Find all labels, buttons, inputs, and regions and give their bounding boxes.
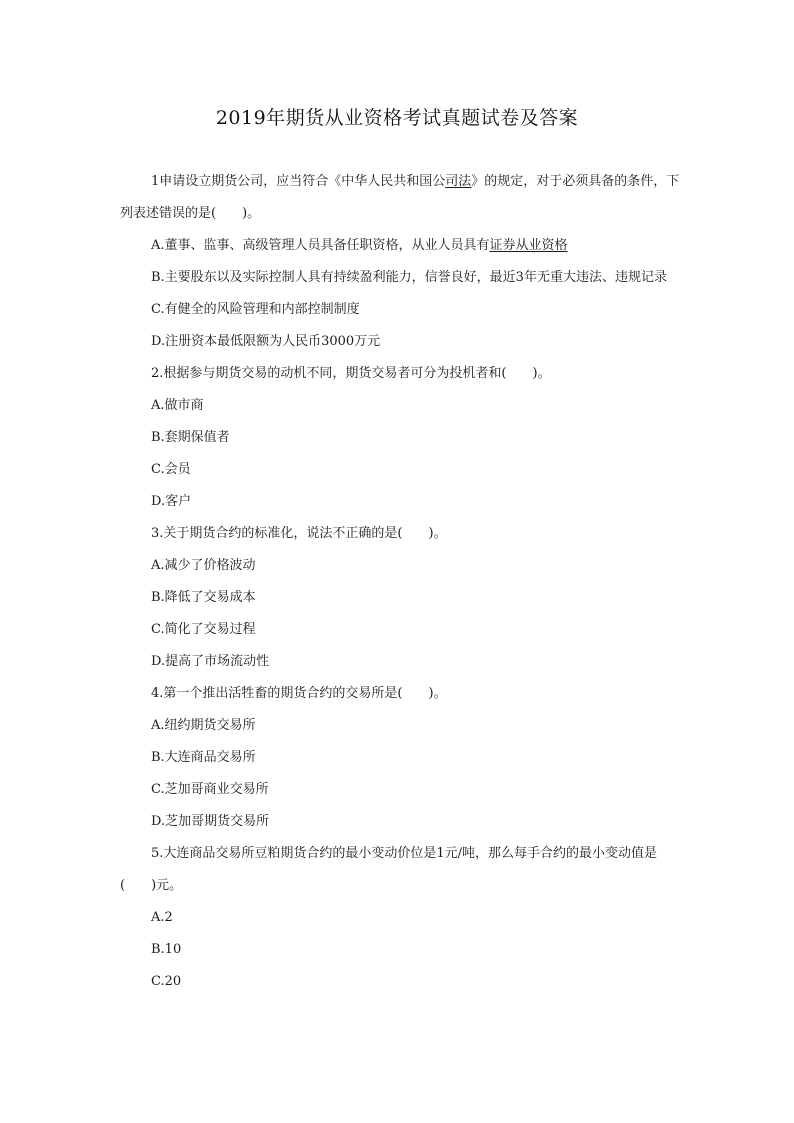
question-3-option-a: A.减少了价格波动: [151, 558, 256, 573]
question-1-option-a: [120, 230, 680, 262]
question-1-option-a-text: A.董事、监事、高级管理人员具备任职资格，从业人员具有: [151, 238, 490, 253]
question-2-option-a: A.做市商: [151, 398, 204, 413]
question-3-option-d: D.提高了市场流动性: [151, 654, 270, 669]
question-1-stem-text-end: 》的规定，对于必须具备的条件，下列表述错误的是( )。: [120, 174, 680, 221]
document-title: 2019年期货从业资格考试真题试卷及答案: [215, 107, 579, 129]
question-1-stem: [120, 166, 680, 230]
question-4-stem: 4.第一个推出活牲畜的期货合约的交易所是( )。: [151, 686, 447, 701]
question-1-option-a-underlined: 证券从业资格: [489, 238, 568, 253]
question-3-option-c: C.简化了交易过程: [151, 622, 256, 637]
question-2-option-b: B.套期保值者: [151, 430, 230, 445]
question-5-stem: 5.大连商品交易所豆粕期货合约的最小变动价位是1元/吨，那么每手合约的最小变动值是( )元。: [120, 846, 658, 893]
question-5-option-a: A.2: [151, 910, 173, 925]
question-5-option-c: C.20: [151, 974, 182, 989]
question-1-option-d: D.注册资本最低限额为人民币3000万元: [151, 334, 381, 349]
question-1-option-b: B.主要股东以及实际控制人具有持续盈利能力，信誉良好，最近3年无重大违法、违规记录: [151, 270, 667, 285]
question-3-option-b: B.降低了交易成本: [151, 590, 256, 605]
document-body: [120, 166, 680, 998]
question-4-option-a: A.纽约期货交易所: [151, 718, 256, 733]
question-1-stem-underlined: 司法: [445, 174, 472, 189]
question-4-option-d: D.芝加哥期货交易所: [151, 814, 270, 829]
question-3-stem: 3.关于期货合约的标准化，说法不正确的是( )。: [151, 526, 447, 541]
question-1-option-c: C.有健全的风险管理和内部控制制度: [151, 302, 360, 317]
question-4-option-c: C.芝加哥商业交易所: [151, 782, 269, 797]
question-5-option-b: B.10: [151, 942, 182, 957]
question-1-stem-text: 1申请设立期货公司，应当符合《中华人民共和国公: [151, 174, 446, 189]
question-4-option-b: B.大连商品交易所: [151, 750, 256, 765]
question-2-option-c: C.会员: [151, 462, 191, 477]
question-2-option-d: D.客户: [151, 494, 192, 509]
question-2-stem: 2.根据参与期货交易的动机不同，期货交易者可分为投机者和( )。: [151, 366, 551, 381]
